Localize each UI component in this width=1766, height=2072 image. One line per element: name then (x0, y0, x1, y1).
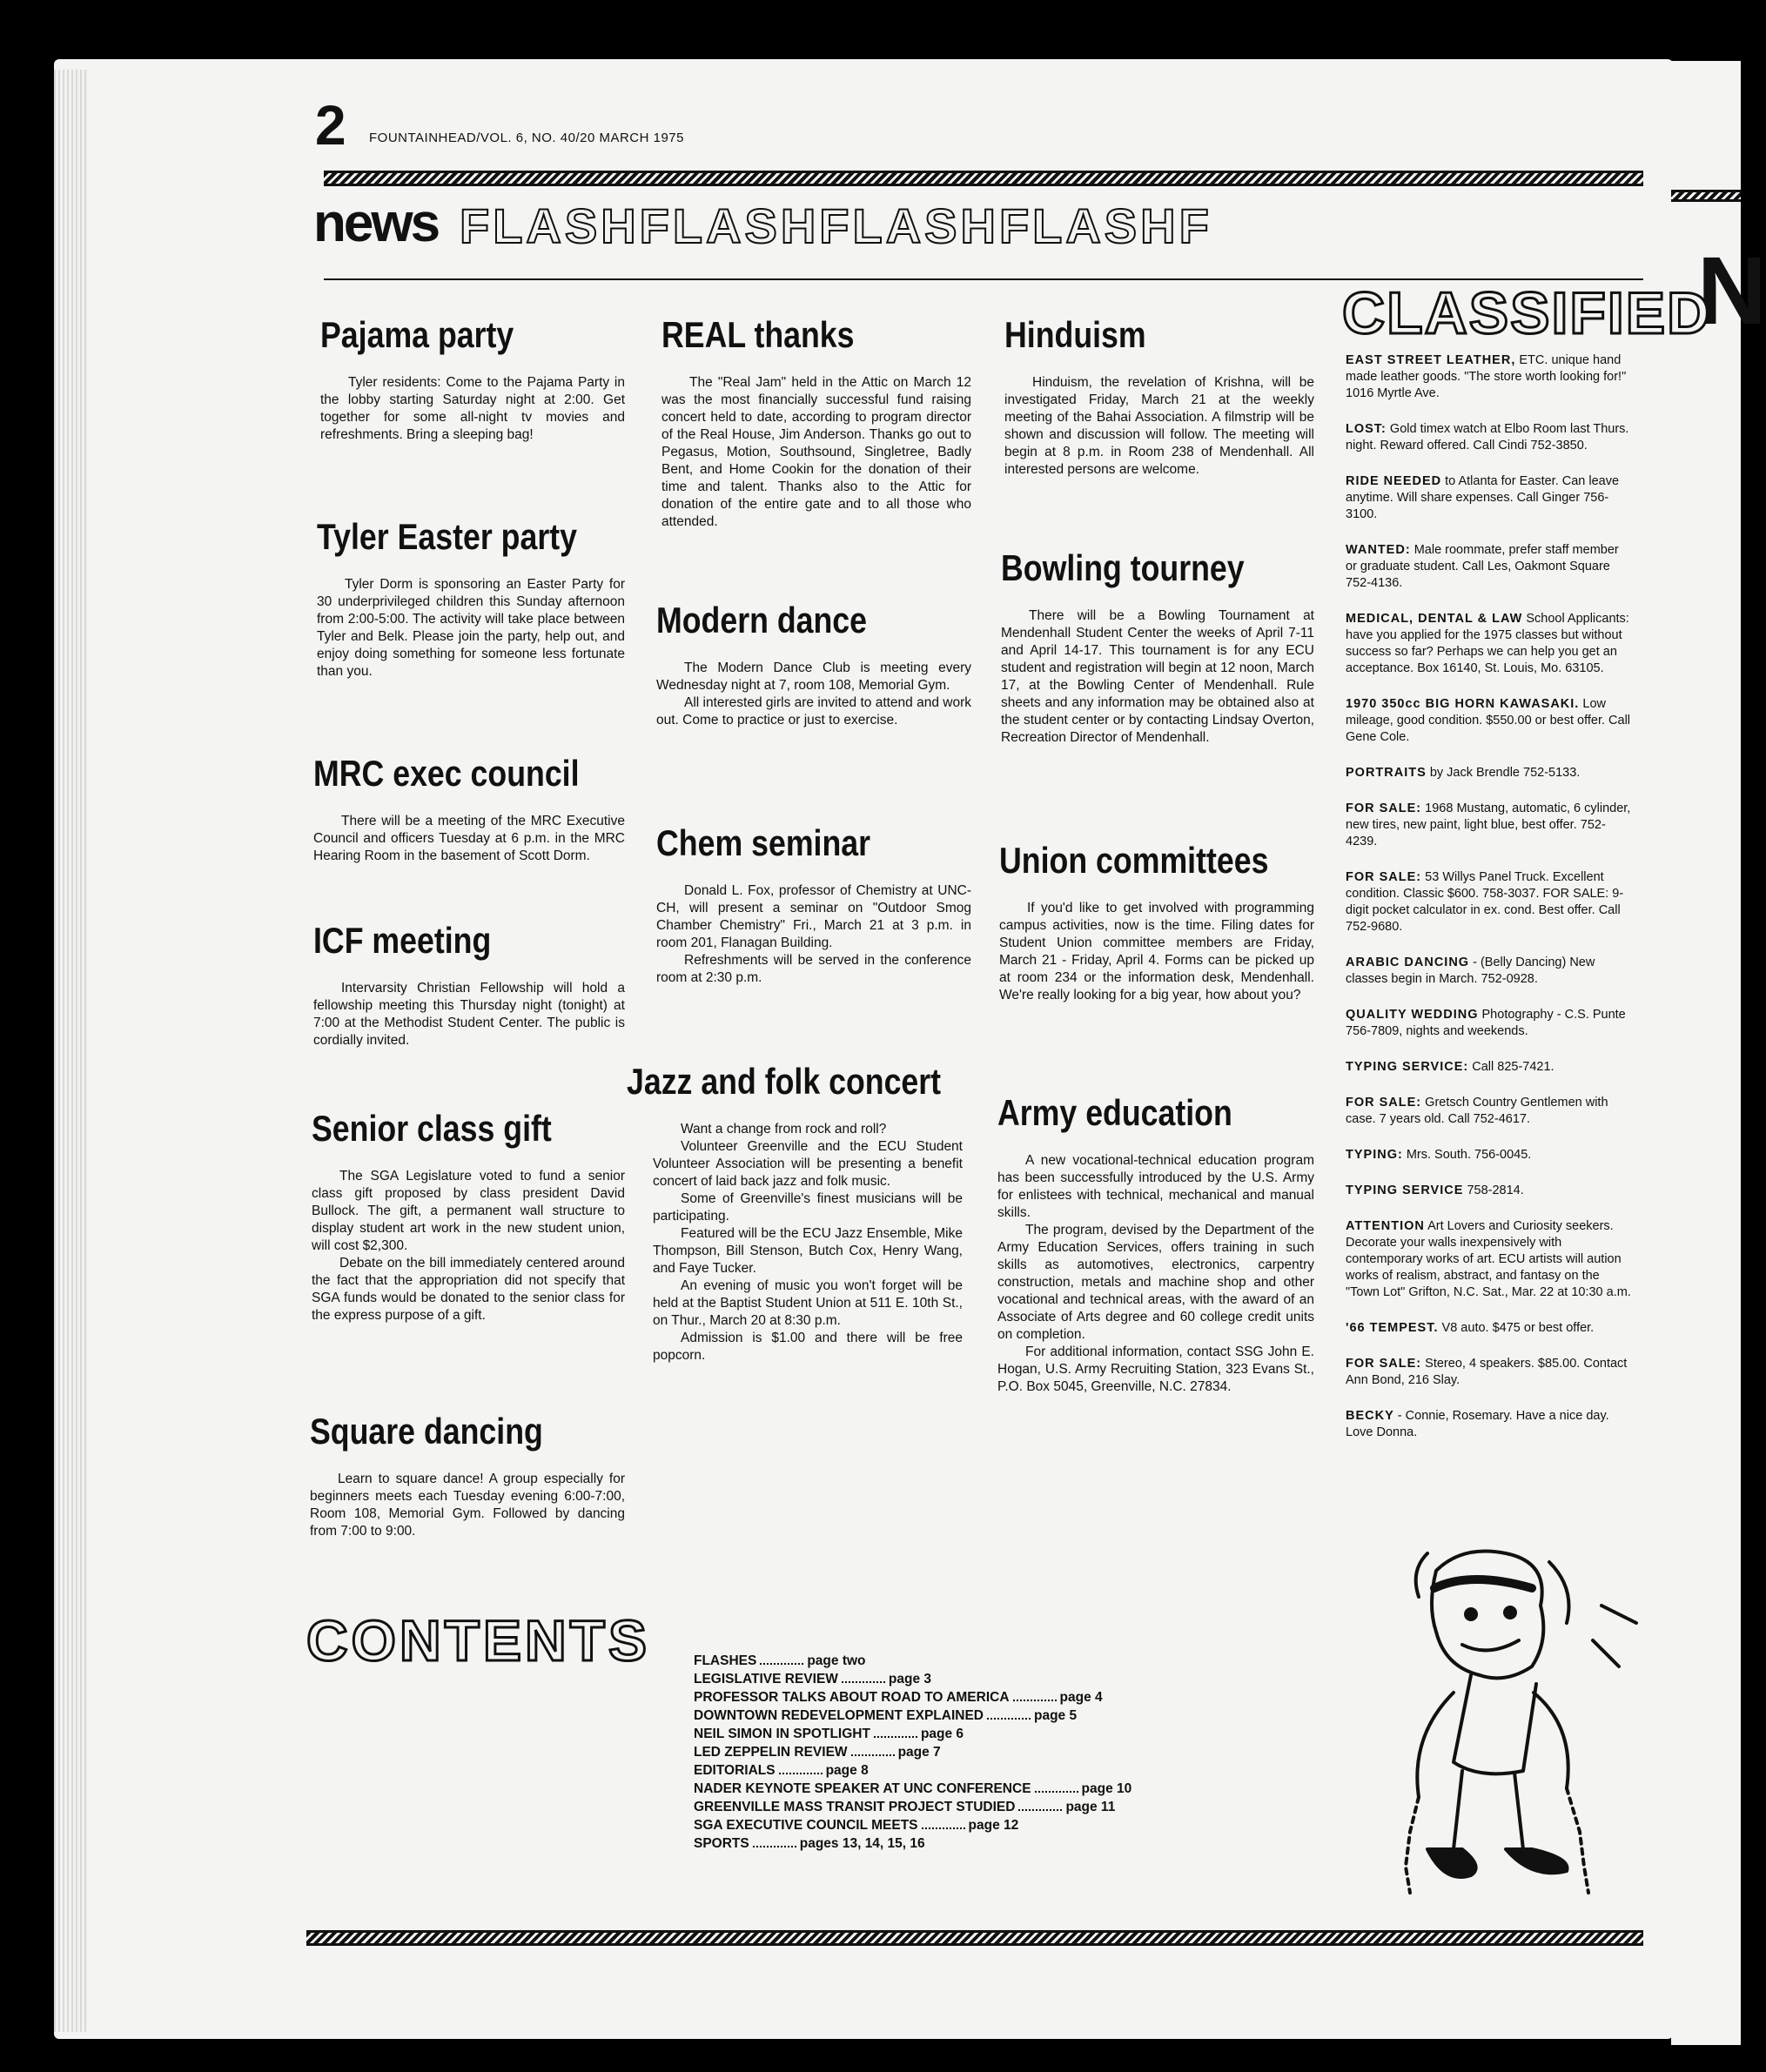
ad-text: Gold timex watch at Elbo Room last Thurs. night. Reward offered. Call Cindi 752-3850. (1346, 422, 1629, 453)
classified-ad (1346, 801, 1633, 850)
adjacent-page-rule (1671, 190, 1741, 202)
classified-ad (1346, 765, 1633, 781)
toc-entry (694, 1761, 1251, 1780)
story-headline: Pajama party (320, 314, 514, 355)
story-mrc-exec-council (313, 754, 625, 865)
ad-lead: EAST STREET LEATHER, (1346, 353, 1516, 367)
story-headline: Senior class gift (312, 1108, 552, 1149)
story-headline: Army education (997, 1092, 1232, 1133)
ad-lead: WANTED: (1346, 543, 1411, 557)
ad-lead: '66 TEMPEST. (1346, 1321, 1439, 1335)
classified-ad (1346, 352, 1633, 402)
story-union-committees (999, 841, 1314, 1004)
story-headline: Bowling tourney (1001, 547, 1245, 588)
toc-page: page 4 (1059, 1690, 1103, 1705)
page-edge-stack (54, 70, 89, 2032)
story-jazz-folk-concert (627, 1062, 975, 1365)
story-body: The "Real Jam" held in the Attic on March 12 was the most financially successful fund raising concert held to date, according to program director of the Real House, Jim Anderson. Thanks go out to Pegasus, Motion, Southsound, Singletree, Badly Bent, and Home Cookin for the donation of their time and talent. Thanks also to the Attic for donation of the entire gate and to all those who attended. (661, 375, 971, 530)
story-body: For additional information, contact SSG John E. Hogan, U.S. Army Recruiting Station, 323 Evans St., P.O. Box 5045, Greenville, N.C. 27834. (997, 1344, 1314, 1395)
story-body: An evening of music you won't forget will be held at the Baptist Student Union at 511 E. 10th St., on Thur., March 20 at 8:30 p.m. (653, 1278, 963, 1329)
toc-entry (694, 1707, 1251, 1725)
ad-text: School Applicants: have you applied for the 1975 classes but without success so far? Perhaps we can help you get an acceptance. Box 16140, St. Louis, Mo. 63105. (1346, 612, 1629, 675)
toc-leader (1035, 1791, 1078, 1793)
toc-leader (851, 1754, 895, 1756)
toc-leader (1013, 1700, 1057, 1701)
story-headline: Modern dance (656, 600, 868, 640)
story-modern-dance (656, 600, 971, 729)
toc-title: SPORTS (694, 1836, 749, 1851)
ad-lead: FOR SALE: (1346, 801, 1422, 815)
story-body: Featured will be the ECU Jazz Ensemble, Mike Thompson, Bill Stenson, Butch Cox, Henry Wang, and Faye Tucker. (653, 1226, 963, 1277)
toc-page: pages 13, 14, 15, 16 (799, 1836, 925, 1851)
toc-page: page 10 (1081, 1781, 1132, 1796)
banner-underline (324, 278, 1325, 280)
toc-leader (753, 1846, 796, 1847)
toc-leader (874, 1736, 917, 1738)
classified-ad (1346, 869, 1633, 935)
story-headline: Hinduism (1004, 314, 1146, 355)
story-body: Admission is $1.00 and there will be free popcorn. (653, 1331, 963, 1364)
ad-text: V8 auto. $475 or best offer. (1441, 1321, 1595, 1335)
toc-entry (694, 1743, 1251, 1761)
toc-leader (987, 1718, 1031, 1720)
toc-title: DOWNTOWN REDEVELOPMENT EXPLAINED (694, 1708, 984, 1723)
contents-heading: CONTENTS (306, 1608, 650, 1673)
story-body: Intervarsity Christian Fellowship will hold a fellowship meeting this Thursday night (tonight) at 7:00 at the Methodist Student Center. The public is cordially invited. (313, 981, 625, 1049)
story-headline: Jazz and folk concert (627, 1061, 942, 1102)
ad-text: Mrs. South. 756-0045. (1406, 1148, 1532, 1162)
story-body: Volunteer Greenville and the ECU Student Volunteer Association will be presenting a benefit concert of laid back jazz and folk music. (653, 1139, 963, 1190)
ad-text: 1968 Mustang, automatic, 6 cylinder, new tires, new paint, light blue, best offer. 752-4239. (1346, 801, 1631, 848)
ad-text: 53 Willys Panel Truck. Excellent condition. Classic $600. 758-3037. FOR SALE: 9-digit pocket calculator in ex. cond. Best offer. Call 752-9680. (1346, 870, 1624, 934)
toc-leader (842, 1681, 885, 1683)
story-headline: ICF meeting (313, 920, 492, 961)
story-body: Refreshments will be served in the conference room at 2:30 p.m. (656, 953, 971, 986)
ad-lead: TYPING SERVICE (1346, 1184, 1464, 1197)
toc-title: LED ZEPPELIN REVIEW (694, 1745, 848, 1760)
story-headline: MRC exec council (313, 753, 580, 794)
toc-page: page two (807, 1653, 866, 1668)
ad-lead: TYPING: (1346, 1148, 1403, 1162)
ad-lead: TYPING SERVICE: (1346, 1060, 1469, 1074)
ad-text: ETC. unique hand made leather goods. "The store worth looking for!" 1016 Myrtle Ave. (1346, 353, 1627, 400)
ad-text: Stereo, 4 speakers. $85.00. Contact Ann Bond, 216 Slay. (1346, 1357, 1628, 1387)
ad-lead: MEDICAL, DENTAL & LAW (1346, 612, 1523, 626)
table-of-contents (694, 1652, 1251, 1853)
ad-lead: ATTENTION (1346, 1219, 1425, 1233)
ad-lead: ARABIC DANCING (1346, 956, 1470, 969)
story-bowling-tourney (1001, 548, 1314, 747)
classified-ad (1346, 421, 1633, 454)
ad-lead: FOR SALE: (1346, 870, 1422, 884)
classified-ad (1346, 1356, 1633, 1389)
toc-page: page 5 (1033, 1708, 1078, 1723)
toc-entry (694, 1816, 1251, 1834)
ad-text: - (Belly Dancing) New classes begin in March. 752-0928. (1346, 956, 1595, 986)
ad-text: by Jack Brendle 752-5133. (1429, 766, 1581, 780)
issue-line: FOUNTAINHEAD/VOL. 6, NO. 40/20 MARCH 1975 (369, 131, 684, 145)
toc-title: PROFESSOR TALKS ABOUT ROAD TO AMERICA (694, 1690, 1010, 1705)
story-body: Hinduism, the revelation of Krishna, will be investigated Friday, March 21 at the weekly meeting of the Bahai Association. A filmstrip will be shown and discussion will follow. The meeting will begin at 8 p.m. in Room 238 of Mendenhall. All interested persons are welcome. (1004, 375, 1314, 478)
story-body: Donald L. Fox, professor of Chemistry at UNC-CH, will present a seminar on "Outdoor Smog Chamber Chemistry" Fri., March 21 at 3 p.m. in room 201, Flanagan Building. (656, 883, 971, 951)
story-army-education (997, 1093, 1314, 1396)
footer-rule (306, 1930, 1643, 1946)
classified-list (1346, 352, 1633, 1460)
classified-ad (1346, 473, 1633, 523)
ad-lead: FOR SALE: (1346, 1357, 1422, 1371)
classified-ad (1346, 1408, 1633, 1441)
cartoon-character-illustration (1332, 1536, 1662, 1919)
toc-page: page 7 (897, 1745, 941, 1760)
toc-page: page 12 (968, 1818, 1019, 1833)
story-headline: Tyler Easter party (317, 516, 577, 557)
toc-entry (694, 1834, 1251, 1853)
classified-ad (1346, 1218, 1633, 1301)
banner-flash-word: FLASHFLASHFLASHFLASHF (460, 198, 1212, 253)
toc-entry (694, 1725, 1251, 1743)
toc-entry (694, 1652, 1251, 1670)
toc-title: FLASHES (694, 1653, 757, 1668)
ad-lead: LOST: (1346, 422, 1387, 436)
masthead-rule (324, 171, 1643, 186)
ad-lead: QUALITY WEDDING (1346, 1008, 1479, 1022)
toc-title: NADER KEYNOTE SPEAKER AT UNC CONFERENCE (694, 1781, 1031, 1796)
story-chem-seminar (656, 823, 971, 987)
ad-text: Photography - C.S. Punte 756-7809, nights and weekends. (1346, 1008, 1626, 1038)
ad-lead: FOR SALE: (1346, 1096, 1422, 1110)
ad-text: Low mileage, good condition. $550.00 or best offer. Call Gene Cole. (1346, 697, 1631, 744)
toc-page: page 8 (825, 1763, 869, 1778)
ad-text: - Connie, Rosemary. Have a nice day. Love Donna. (1346, 1409, 1609, 1439)
story-body: The program, devised by the Department of the Army Education Services, offers training in such skills as automotives, electronics, carpentry construction, metals and machine shop and other vocational and technical areas, with the award of an Associate of Arts degree and 60 college credit units on completion. (997, 1223, 1314, 1343)
classified-ad (1346, 1147, 1633, 1163)
story-headline: Union committees (999, 840, 1269, 881)
story-senior-class-gift (312, 1109, 625, 1324)
classified-ad (1346, 1059, 1633, 1076)
ad-lead: RIDE NEEDED (1346, 474, 1442, 488)
toc-entry (694, 1798, 1251, 1816)
story-body: Tyler residents: Come to the Pajama Party in the lobby starting Saturday night at 2:00. Get together for some all-night tv movies and refreshments. Bring a sleeping bag! (320, 375, 625, 443)
ad-lead: PORTRAITS (1346, 766, 1427, 780)
story-body: If you'd like to get involved with programming campus activities, now is the time. Filing dates for Student Union committee members are Friday, March 21 - Friday, April 4. Forms can be picked up at room 234 or the information desk, Mendenhall. We're really looking for a big year, how about you? (999, 901, 1314, 1003)
ad-lead: BECKY (1346, 1409, 1394, 1423)
classified-ad (1346, 542, 1633, 592)
banner-news-word: news (313, 193, 439, 253)
story-body: A new vocational-technical education program has been successfully introduced by the U.S. Army for enlistees with technical, mechanical and manual skills. (997, 1153, 1314, 1221)
story-pajama-party (320, 315, 625, 444)
story-square-dancing (310, 1412, 625, 1540)
story-hinduism (1004, 315, 1314, 479)
classified-ad (1346, 1183, 1633, 1199)
story-headline: REAL thanks (661, 314, 855, 355)
story-body: All interested girls are invited to attend and work out. Come to practice or just to exercise. (656, 695, 971, 728)
page-number: 2 (315, 94, 346, 157)
classified-ad (1346, 1320, 1633, 1337)
ad-text: Male roommate, prefer staff member or graduate student. Call Les, Oakmont Square 752-4136. (1346, 543, 1619, 590)
classified-ad (1346, 1007, 1633, 1040)
classified-ad (1346, 955, 1633, 988)
ad-text: Call 825-7421. (1472, 1060, 1554, 1074)
story-tyler-easter-party (317, 517, 625, 681)
story-icf-meeting (313, 921, 625, 1049)
story-body: Want a change from rock and roll? (681, 1122, 887, 1137)
classified-heading: CLASSIFIED (1342, 280, 1712, 346)
ad-lead: 1970 350cc BIG HORN KAWASAKI. (1346, 697, 1580, 711)
classified-ad (1346, 1095, 1633, 1128)
classified-ad (1346, 611, 1633, 677)
adjacent-page-headline-letter: N (1697, 238, 1766, 345)
story-body: Some of Greenville's finest musicians will be participating. (653, 1191, 963, 1224)
classified-ad (1346, 696, 1633, 746)
toc-entry (694, 1688, 1251, 1707)
toc-title: SGA EXECUTIVE COUNCIL MEETS (694, 1818, 918, 1833)
story-headline: Chem seminar (656, 822, 871, 863)
story-real-thanks (661, 315, 971, 531)
toc-leader (779, 1773, 823, 1774)
toc-page: page 11 (1065, 1800, 1116, 1814)
ad-text: Art Lovers and Curiosity seekers. Decorate your walls inexpensively with contemporary works of art. ECU artists will aution works of realism, abstract, and fantasy on the "Town Lot" Grifton, N.C. Sat., Mar. 22 at 10:30 a.m. (1346, 1219, 1631, 1299)
story-body: Learn to square dance! A group especially for beginners meets each Tuesday evening 6:00-7:00, Room 108, Memorial Gym. Followed by dancing from 7:00 to 9:00. (310, 1472, 625, 1539)
ad-text: Gretsch Country Gentlemen with case. 7 years old. Call 752-4617. (1346, 1096, 1608, 1126)
toc-title: NEIL SIMON IN SPOTLIGHT (694, 1727, 870, 1741)
story-body: Debate on the bill immediately centered around the fact that the appropriation did not specify that SGA funds would be donated to the senior class for the express purpose of a gift. (312, 1256, 625, 1324)
story-body: There will be a meeting of the MRC Executive Council and officers Tuesday at 6 p.m. in the MRC Hearing Room in the basement of Scott Dorm. (313, 814, 625, 864)
ad-text: 758-2814. (1467, 1184, 1524, 1197)
toc-page: page 3 (888, 1672, 932, 1686)
story-body: Tyler Dorm is sponsoring an Easter Party for 30 underprivileged children this Sunday afternoon from 2:00-5:00. The activity will take place between Tyler and Belk. Please join the party, help out, and enjoy doing something for someone less fortunate than you. (317, 577, 625, 680)
story-headline: Square dancing (310, 1411, 543, 1452)
toc-entry (694, 1780, 1251, 1798)
story-body: The SGA Legislature voted to fund a senior class gift proposed by class president David Bullock. The gift, a permanent wall structure to display student art work in the new student union, will cost $2,300. (312, 1169, 625, 1254)
toc-page: page 6 (920, 1727, 964, 1741)
adjacent-page-edge (1671, 61, 1766, 2045)
toc-leader (922, 1827, 965, 1829)
ad-text: to Atlanta for Easter. Can leave anytime. Will share expenses. Call Ginger 756-3100. (1346, 474, 1620, 521)
toc-title: GREENVILLE MASS TRANSIT PROJECT STUDIED (694, 1800, 1016, 1814)
story-body: There will be a Bowling Tournament at Mendenhall Student Center the weeks of April 7-11 and April 14-17. This tournament is for any ECU student and registration will begin at 12 noon, March 17, at the Bowling Center of Mendenhall. Rule sheets and any information may be obtained also at the student center or by contacting Lindsay Overton, Recreation Director of Mendenhall. (1001, 608, 1314, 746)
toc-entry (694, 1670, 1251, 1688)
toc-title: EDITORIALS (694, 1763, 776, 1778)
story-body: The Modern Dance Club is meeting every Wednesday night at 7, room 108, Memorial Gym. (656, 660, 971, 694)
toc-title: LEGISLATIVE REVIEW (694, 1672, 838, 1686)
toc-leader (760, 1663, 803, 1665)
toc-leader (1018, 1809, 1062, 1811)
